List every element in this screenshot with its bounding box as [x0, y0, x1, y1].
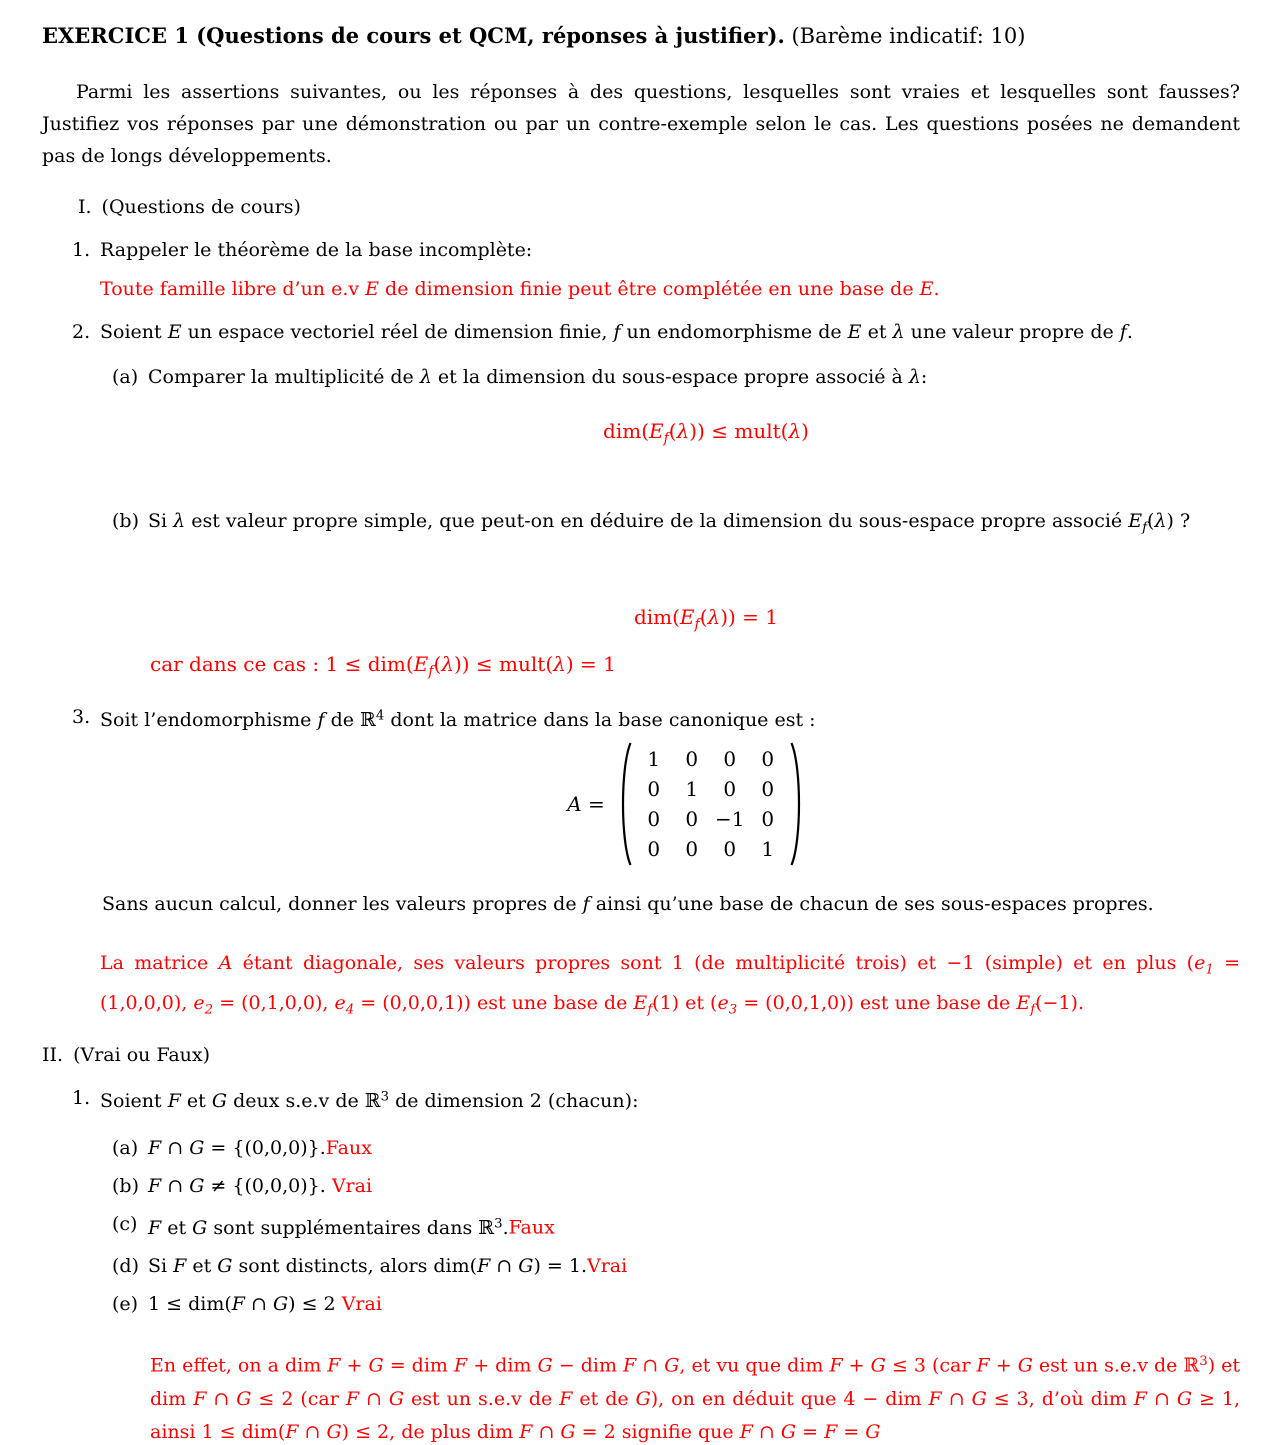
justification-paragraph: En effet, on a dim F + G = dim F + dim G − dim F ∩ G, et vu que dim F + G ≤ 3 (car F + G est un s.e.v de ℝ$^3$) et dim F ∩ G ≤ 2 (car F ∩ G est un s.e.v de F et de G), on en déduit que 4 − dim F ∩ G ≤ 3, d’où dim F ∩ G ≥ 1, ainsi 1 ≤ dim(F ∩ G) ≤ 2, de plus dim F ∩ G = 2 signifie que F ∩ G = F = G: [150, 1354, 1241, 1443]
matrix-cell: 0: [647, 807, 661, 832]
matrix-cell: 0: [761, 777, 775, 802]
matrix-cell: −1: [715, 807, 745, 832]
intro-paragraph: Parmi les assertions suivantes, ou les réponses à des questions, lesquelles sont vraies et lesquelles sont fausses? Justifiez vos réponses par une démonstration ou par un contre-exemple selon le cas. Les questions posées ne demandent pas de longs développements.: [42, 81, 1240, 167]
question-2a: [42, 364, 1240, 390]
section-2-heading: [42, 1042, 1240, 1068]
question-1-answer: Toute famille libre d’un e.v E de dimension finie peut être complétée en une base de E.: [100, 278, 940, 300]
matrix-cell: 1: [647, 747, 661, 772]
matrix-cell: 0: [685, 747, 699, 772]
matrix-cell: 0: [761, 807, 775, 832]
statement-b-label: (b): [112, 1175, 139, 1198]
exercise-title-bareme: (Barème indicatif: 10): [784, 24, 1026, 48]
question-3: [42, 704, 1240, 734]
formula-dim-le-mult: $dim(E_f(\lambda))$ ≤ mult(λ): [603, 419, 809, 447]
note-car-dans-ce-cas: car dans ce cas : $1 \le dim(E_f(\lambda))$ ≤ mult(λ) = 1: [150, 652, 616, 680]
question-1-number: 1.: [72, 239, 91, 261]
question-2a-text: Comparer la multiplicité de λ et la dimension du sous-espace propre associé à λ:: [148, 366, 928, 388]
section-1-title: (Questions de cours): [101, 196, 301, 218]
statement-b-text: F ∩ G ≠ {(0,0,0)}.: [148, 1175, 332, 1198]
matrix-cell: 0: [723, 747, 737, 772]
left-paren-shape: [617, 741, 632, 867]
question-2-number: 2.: [72, 321, 91, 343]
statement-b-verdict: Vrai: [331, 1175, 373, 1198]
statement-d-label: (d): [112, 1255, 139, 1278]
matrix-cell: 0: [647, 837, 661, 862]
statement-c-verdict: Faux: [508, 1217, 555, 1240]
question-2a-label: (a): [112, 366, 139, 388]
matrix-cell: 1: [685, 777, 699, 802]
question-2b-label: (b): [112, 510, 139, 533]
matrix-lhs: A =: [567, 792, 605, 817]
question-2-text: Soient E un espace vectoriel réel de dimension finie, f un endomorphisme de E et λ une valeur propre de f.: [100, 321, 1133, 343]
matrix-cell: 0: [685, 807, 699, 832]
matrix-grid: [635, 746, 787, 862]
section-1-label: I.: [78, 196, 92, 218]
matrix-equation: [42, 741, 1240, 867]
statement-a: [42, 1135, 1240, 1161]
exercise-title-bold: EXERCICE 1 (Questions de cours et QCM, réponses à justifier).: [42, 23, 785, 48]
statement-d-text: Si F et G sont distincts, alors dim(F ∩ G) = 1.: [148, 1255, 587, 1278]
statement-a-label: (a): [112, 1137, 139, 1160]
question-ii-1-number: 1.: [72, 1086, 91, 1109]
question-2: [42, 319, 1240, 345]
question-2b-text: Si λ est valeur propre simple, que peut-on en déduire de la dimension du sous-espace propre associé $E_f(\lambda)$ ?: [148, 510, 1191, 536]
statement-e: [42, 1291, 1240, 1317]
section-2-title: (Vrai ou Faux): [73, 1043, 211, 1066]
question-ii-1-text: Soient F et G deux s.e.v de ℝ$^3$ de dimension 2 (chacun):: [100, 1089, 639, 1113]
right-paren-shape: [790, 741, 805, 867]
statement-a-text: F ∩ G = {(0,0,0)}.: [148, 1137, 326, 1160]
statement-e-label: (e): [112, 1293, 139, 1316]
question-3-answer: La matrice A étant diagonale, ses valeurs propres sont 1 (de multiplicité trois) et −1 (simple) et en plus ($e_1 = (1,0,0,0)$, $e_2 = (0,1,0,0)$, $e_4 = (0,0,0,1)$) est une base de $E_f(1)$ et $(e_3 = (0,0,1,0))$ est une base de $E_f(-1)$.: [100, 952, 1241, 1017]
statement-b: [42, 1173, 1240, 1199]
statement-e-text: 1 ≤ dim(F ∩ G) ≤ 2: [148, 1293, 342, 1316]
question-2b: [42, 508, 1240, 541]
question-3-followup: Sans aucun calcul, donner les valeurs propres de f ainsi qu’une base de chacun de ses sous-espaces propres.: [102, 893, 1154, 916]
section-2-label: II.: [42, 1043, 64, 1066]
statement-c-label: (c): [112, 1213, 138, 1236]
question-1: [42, 237, 1240, 263]
matrix-cell: 0: [761, 747, 775, 772]
matrix-cell: 1: [761, 837, 775, 862]
matrix-A: [617, 741, 805, 867]
statement-a-verdict: Faux: [325, 1137, 372, 1160]
matrix-cell: 0: [723, 777, 737, 802]
statement-d: [42, 1253, 1240, 1279]
question-3-text: Soit l’endomorphisme f de ℝ$^4$ dont la matrice dans la base canonique est :: [100, 708, 816, 732]
exercise-title: [42, 22, 1240, 50]
statement-c-text: F et G sont supplémentaires dans ℝ$^3$.: [148, 1216, 509, 1240]
statement-e-verdict: Vrai: [341, 1293, 382, 1316]
section-1-heading: [78, 194, 1240, 220]
question-1-text: Rappeler le théorème de la base incomplète:: [100, 239, 533, 261]
statement-c: [42, 1211, 1240, 1241]
statement-d-verdict: Vrai: [586, 1255, 628, 1278]
matrix-cell: 0: [685, 837, 699, 862]
formula-dim-eq-1: $dim(E_f(\lambda)) = 1$: [633, 604, 779, 633]
question-3-number: 3.: [72, 705, 91, 728]
matrix-cell: 0: [723, 837, 737, 862]
matrix-cell: 0: [647, 777, 661, 802]
question-ii-1: [42, 1085, 1240, 1115]
